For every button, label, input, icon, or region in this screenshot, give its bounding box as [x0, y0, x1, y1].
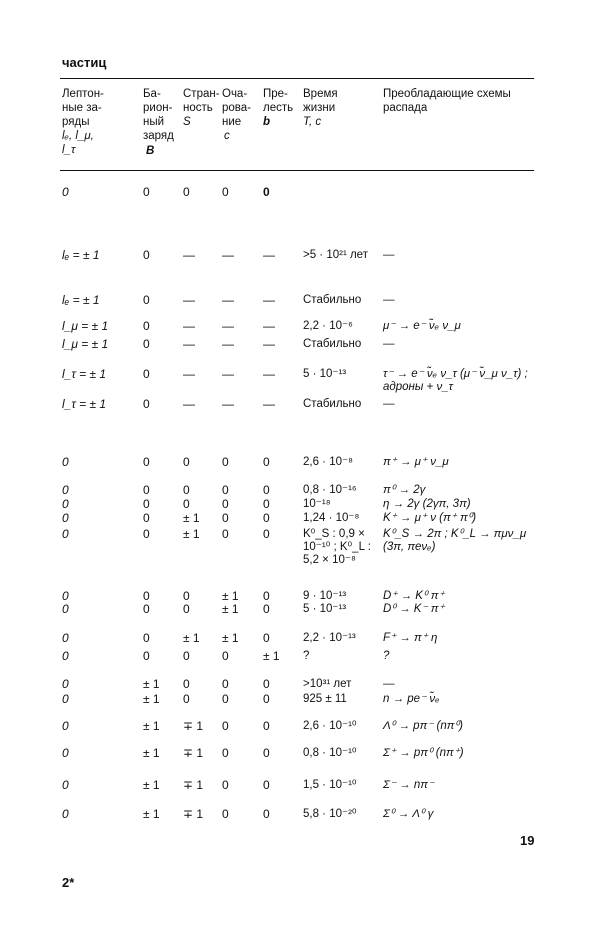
footer-signature-mark: 2*	[62, 875, 75, 890]
cell-charm: ± 1	[222, 631, 239, 645]
cell-baryon-charge: 0	[143, 527, 150, 541]
cell-strangeness: —	[183, 337, 195, 351]
cell-decay-scheme: n → pe⁻ ν̃ₑ	[383, 693, 440, 705]
cell-lifetime: Стабильно	[303, 338, 362, 350]
cell-lepton-charge: 0	[62, 746, 69, 760]
cell-beauty: 0	[263, 185, 270, 199]
cell-baryon-charge: 0	[143, 185, 150, 199]
header-top-rule	[60, 78, 534, 79]
cell-decay-scheme: π⁺ → μ⁺ ν_μ	[383, 456, 449, 468]
cell-charm: 0	[222, 483, 229, 497]
cell-lifetime: 0,8 · 10⁻¹⁶	[303, 484, 357, 496]
cell-strangeness: —	[183, 397, 195, 411]
cell-baryon-charge: 0	[143, 367, 150, 381]
cell-charm: 0	[222, 455, 229, 469]
cell-lepton-charge: 0	[62, 807, 69, 821]
cell-decay-scheme: D⁰ → K⁻ π⁺	[383, 603, 445, 615]
header-bottom-rule	[60, 170, 534, 171]
cell-lepton-charge: 0	[62, 602, 69, 616]
cell-baryon-charge: 0	[143, 649, 150, 663]
cell-baryon-charge: ± 1	[143, 746, 160, 760]
cell-lepton-charge: l_μ = ± 1	[62, 319, 109, 333]
table-heading: частиц	[62, 55, 107, 70]
cell-baryon-charge: 0	[143, 248, 150, 262]
cell-decay-scheme: Σ⁺ → pπ⁰ (nπ⁺)	[383, 747, 464, 759]
cell-beauty: 0	[263, 511, 270, 525]
cell-baryon-charge: 0	[143, 631, 150, 645]
cell-lifetime: 5,8 · 10⁻²⁰	[303, 808, 357, 820]
cell-beauty: 0	[263, 677, 270, 691]
cell-lifetime: 0,8 · 10⁻¹⁰	[303, 747, 357, 759]
cell-beauty: 0	[263, 497, 270, 511]
cell-baryon-charge: 0	[143, 397, 150, 411]
cell-lifetime: Стабильно	[303, 294, 362, 306]
cell-beauty: —	[263, 319, 275, 333]
cell-charm: —	[222, 293, 234, 307]
cell-decay-scheme: Λ⁰ → pπ⁻ (nπ⁰)	[383, 720, 463, 732]
cell-strangeness: 0	[183, 589, 190, 603]
cell-strangeness: ± 1	[183, 631, 200, 645]
cell-lifetime: 2,2 · 10⁻¹³	[303, 632, 356, 644]
cell-lepton-charge: 0	[62, 511, 69, 525]
cell-beauty: —	[263, 367, 275, 381]
cell-baryon-charge: 0	[143, 602, 150, 616]
cell-baryon-charge: ± 1	[143, 807, 160, 821]
cell-lifetime: 2,6 · 10⁻¹⁰	[303, 720, 357, 732]
cell-beauty: 0	[263, 602, 270, 616]
cell-decay-scheme: τ⁻ → e⁻ ν̃ₑ ν_τ (μ⁻ ν̃_μ ν_τ) ; адроны + ν_τ	[383, 368, 528, 393]
cell-decay-scheme: Σ⁻ → nπ⁻	[383, 779, 435, 791]
cell-lepton-charge: 0	[62, 692, 69, 706]
cell-strangeness: 0	[183, 483, 190, 497]
cell-baryon-charge: 0	[143, 319, 150, 333]
cell-baryon-charge: 0	[143, 511, 150, 525]
cell-beauty: 0	[263, 692, 270, 706]
cell-strangeness: 0	[183, 677, 190, 691]
cell-decay-scheme: —	[383, 338, 395, 350]
cell-lepton-charge: 0	[62, 631, 69, 645]
cell-beauty: 0	[263, 527, 270, 541]
cell-decay-scheme: K⁺ → μ⁺ ν (π⁺ π⁰)	[383, 512, 477, 524]
cell-lifetime: 9 · 10⁻¹³	[303, 590, 347, 602]
cell-lepton-charge: 0	[62, 649, 69, 663]
cell-beauty: 0	[263, 746, 270, 760]
cell-strangeness: ± 1	[183, 527, 200, 541]
cell-beauty: 0	[263, 589, 270, 603]
cell-beauty: 0	[263, 483, 270, 497]
cell-lepton-charge: 0	[62, 497, 69, 511]
cell-lifetime: ?	[303, 650, 310, 662]
cell-lifetime: >10³¹ лет	[303, 678, 352, 690]
cell-beauty: —	[263, 248, 275, 262]
cell-charm: 0	[222, 527, 229, 541]
cell-beauty: —	[263, 337, 275, 351]
cell-baryon-charge: ± 1	[143, 778, 160, 792]
cell-lepton-charge: lₑ = ± 1	[62, 248, 100, 262]
cell-beauty: 0	[263, 631, 270, 645]
cell-lifetime: 2,2 · 10⁻⁶	[303, 320, 353, 332]
cell-charm: —	[222, 319, 234, 333]
cell-lepton-charge: 0	[62, 185, 69, 199]
cell-charm: 0	[222, 807, 229, 821]
cell-charm: 0	[222, 511, 229, 525]
cell-beauty: 0	[263, 807, 270, 821]
cell-lepton-charge: l_τ = ± 1	[62, 367, 107, 381]
cell-strangeness: —	[183, 319, 195, 333]
cell-decay-scheme: D⁺ → K⁰ π⁺	[383, 590, 445, 602]
cell-baryon-charge: 0	[143, 293, 150, 307]
book-page: частиц Лептон- ные за- ряды lₑ, l_μ, l_τ Ба- рион- ный заряд B Стран- ность S Оча- рова- ние c Пре- лесть b Время жизни T, с Преобладающие схемы распада 0 0 0 0 0 lₑ = ± 1 0 — — — >5 · 10²¹ лет — lₑ = ± 1 0 — — — Стабильно — l_μ = ± 1 0 — — — 2,2 · 10⁻⁶ μ⁻ → e⁻ ν̃ₑ ν_μ l_μ = ± 1 0 — — — Стабильно — l_τ = ± 1 0 — — — 5 · 10⁻¹³ τ⁻ → e⁻ ν̃ₑ ν_τ (μ⁻ ν̃_μ ν_τ) ; адроны + ν_τ l_τ = ± 1 0 — — — Стабильно — 0 0 0 0 0 2,6 · 10⁻⁸ π⁺ → μ⁺ ν_μ 0 0 0 0 0 0,8 · 10⁻¹⁶ π⁰ → 2γ 0 0 0 0 0 10⁻¹⁸ η → 2γ (2γπ, 3π) 0 0 ± 1 0 0 1,24 · 10⁻⁸ K⁺ → μ⁺ ν (π⁺ π⁰) 0 0 ± 1 0 0 K⁰_S : 0,9 × 10⁻¹⁰ ; K⁰_L : 5,2 × 10⁻⁸ K⁰_S → 2π ; K⁰_L → πμν_μ (3π, πeνₑ) 0 0 0 ± 1 0 9 · 10⁻¹³ D⁺ → K⁰ π⁺ 0 0 0 ± 1 0 5 · 10⁻¹³ D⁰ → K⁻ π⁺ 0 0 ± 1 ± 1 0 2,2 · 10⁻¹³ F⁺ → π⁺ η 0 0 0 0 ± 1 ? ? 0 ± 1 0 0 0 >10³¹ лет — 0 ± 1 0 0 0 925 ± 11 n → pe⁻ ν̃ₑ 0 ± 1 ∓ 1 0 0 2,6 · 10⁻¹⁰ Λ⁰ → pπ⁻ (nπ⁰) 0 ± 1 ∓ 1 0 0 0,8 · 10⁻¹⁰ Σ⁺ → pπ⁰ (nπ⁺) 0 ± 1 ∓ 1 0 0 1,5 · 10⁻¹⁰ Σ⁻ → nπ⁻ 0 ± 1 ∓ 1 0 0 5,8 · 10⁻²⁰ Σ⁰ → Λ⁰ γ 19 2*	[62, 55, 535, 890]
cell-beauty: ± 1	[263, 649, 280, 663]
cell-strangeness: 0	[183, 602, 190, 616]
cell-beauty: 0	[263, 778, 270, 792]
cell-lifetime: 2,6 · 10⁻⁸	[303, 456, 353, 468]
cell-charm: —	[222, 367, 234, 381]
cell-decay-scheme: μ⁻ → e⁻ ν̃ₑ ν_μ	[383, 320, 461, 332]
cell-baryon-charge: 0	[143, 337, 150, 351]
cell-strangeness: ∓ 1	[183, 719, 204, 733]
cell-strangeness: 0	[183, 649, 190, 663]
cell-lifetime: >5 · 10²¹ лет	[303, 249, 368, 261]
cell-decay-scheme: Σ⁰ → Λ⁰ γ	[383, 808, 434, 820]
cell-strangeness: 0	[183, 185, 190, 199]
cell-decay-scheme: π⁰ → 2γ	[383, 484, 426, 496]
cell-strangeness: —	[183, 293, 195, 307]
cell-baryon-charge: ± 1	[143, 692, 160, 706]
cell-charm: 0	[222, 746, 229, 760]
cell-lifetime: K⁰_S : 0,9 × 10⁻¹⁰ ; K⁰_L : 5,2 × 10⁻⁸	[303, 528, 371, 566]
cell-lifetime: Стабильно	[303, 398, 362, 410]
cell-lifetime: 10⁻¹⁸	[303, 498, 331, 510]
cell-decay-scheme: —	[383, 249, 395, 261]
cell-decay-scheme: —	[383, 678, 395, 690]
cell-charm: 0	[222, 692, 229, 706]
cell-strangeness: ± 1	[183, 511, 200, 525]
cell-strangeness: ∓ 1	[183, 807, 204, 821]
cell-strangeness: ∓ 1	[183, 778, 204, 792]
cell-lepton-charge: 0	[62, 778, 69, 792]
cell-charm: 0	[222, 649, 229, 663]
cell-charm: —	[222, 248, 234, 262]
cell-lepton-charge: 0	[62, 719, 69, 733]
cell-beauty: —	[263, 293, 275, 307]
cell-baryon-charge: ± 1	[143, 719, 160, 733]
page-number: 19	[520, 833, 535, 848]
cell-decay-scheme: —	[383, 398, 395, 410]
cell-baryon-charge: 0	[143, 589, 150, 603]
cell-strangeness: ∓ 1	[183, 746, 204, 760]
cell-strangeness: 0	[183, 455, 190, 469]
cell-charm: 0	[222, 778, 229, 792]
cell-baryon-charge: ± 1	[143, 677, 160, 691]
cell-lepton-charge: 0	[62, 483, 69, 497]
cell-charm: ± 1	[222, 602, 239, 616]
cell-strangeness: —	[183, 367, 195, 381]
cell-lifetime: 1,5 · 10⁻¹⁰	[303, 779, 357, 791]
cell-beauty: 0	[263, 455, 270, 469]
cell-lepton-charge: l_μ = ± 1	[62, 337, 109, 351]
cell-decay-scheme: K⁰_S → 2π ; K⁰_L → πμν_μ (3π, πeνₑ)	[383, 528, 527, 553]
cell-charm: 0	[222, 677, 229, 691]
cell-lepton-charge: lₑ = ± 1	[62, 293, 100, 307]
cell-baryon-charge: 0	[143, 497, 150, 511]
cell-lepton-charge: 0	[62, 527, 69, 541]
cell-charm: —	[222, 397, 234, 411]
cell-beauty: —	[263, 397, 275, 411]
cell-decay-scheme: —	[383, 294, 395, 306]
cell-charm: ± 1	[222, 589, 239, 603]
cell-strangeness: 0	[183, 497, 190, 511]
cell-lepton-charge: l_τ = ± 1	[62, 397, 107, 411]
cell-lepton-charge: 0	[62, 455, 69, 469]
cell-baryon-charge: 0	[143, 455, 150, 469]
cell-charm: 0	[222, 497, 229, 511]
cell-charm: 0	[222, 185, 229, 199]
cell-charm: —	[222, 337, 234, 351]
cell-strangeness: 0	[183, 692, 190, 706]
cell-lifetime: 1,24 · 10⁻⁸	[303, 512, 360, 524]
cell-decay-scheme: F⁺ → π⁺ η	[383, 632, 438, 644]
cell-charm: 0	[222, 719, 229, 733]
cell-decay-scheme: ?	[383, 650, 390, 662]
cell-lifetime: 5 · 10⁻¹³	[303, 368, 347, 380]
cell-lifetime: 5 · 10⁻¹³	[303, 603, 347, 615]
cell-strangeness: —	[183, 248, 195, 262]
cell-decay-scheme: η → 2γ (2γπ, 3π)	[383, 498, 471, 510]
cell-lifetime: 925 ± 11	[303, 693, 347, 705]
cell-baryon-charge: 0	[143, 483, 150, 497]
cell-lepton-charge: 0	[62, 677, 69, 691]
cell-lepton-charge: 0	[62, 589, 69, 603]
cell-beauty: 0	[263, 719, 270, 733]
